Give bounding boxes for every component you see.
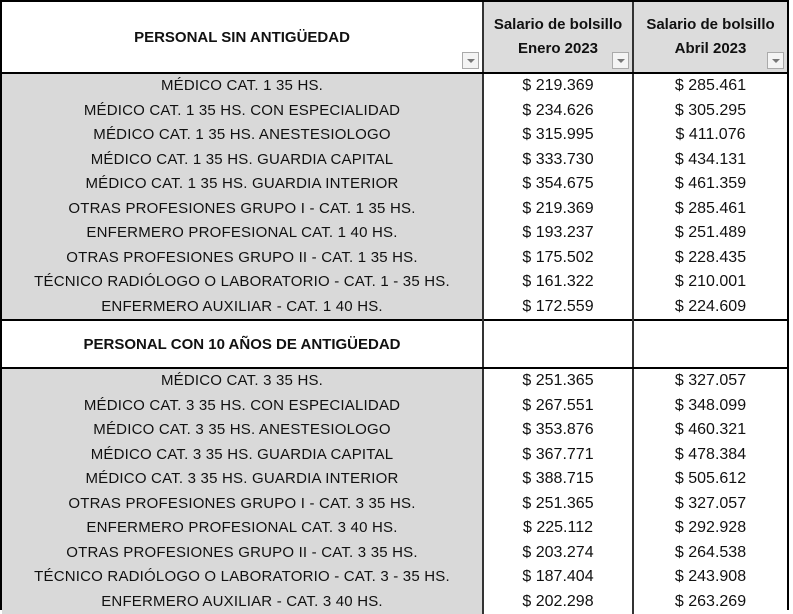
salary-abril[interactable]: $ 263.269: [633, 590, 787, 614]
position-label[interactable]: ENFERMERO PROFESIONAL CAT. 1 40 HS.: [2, 221, 483, 246]
salary-enero[interactable]: $ 161.322: [483, 270, 633, 295]
position-label[interactable]: ENFERMERO AUXILIAR - CAT. 1 40 HS.: [2, 295, 483, 321]
header-enero-2023: [483, 2, 633, 73]
salary-abril[interactable]: $ 285.461: [633, 73, 787, 99]
filter-dropdown-icon[interactable]: [612, 52, 629, 69]
salary-enero[interactable]: $ 251.365: [483, 492, 633, 517]
salary-abril[interactable]: $ 505.612: [633, 467, 787, 492]
position-label[interactable]: OTRAS PROFESIONES GRUPO I - CAT. 1 35 HS.: [2, 197, 483, 222]
position-label[interactable]: MÉDICO CAT. 3 35 HS. ANESTESIOLOGO: [2, 418, 483, 443]
table-row: [2, 565, 787, 590]
salary-enero[interactable]: $ 219.369: [483, 73, 633, 99]
empty-cell[interactable]: [633, 320, 787, 368]
header-label: Enero 2023: [484, 37, 632, 61]
table-row: [2, 368, 787, 394]
salary-abril[interactable]: $ 292.928: [633, 516, 787, 541]
salary-enero[interactable]: $ 354.675: [483, 172, 633, 197]
position-label[interactable]: MÉDICO CAT. 3 35 HS. CON ESPECIALIDAD: [2, 394, 483, 419]
table-row: [2, 148, 787, 173]
position-label[interactable]: MÉDICO CAT. 1 35 HS.: [2, 73, 483, 99]
position-label[interactable]: MÉDICO CAT. 3 35 HS.: [2, 368, 483, 394]
empty-cell[interactable]: [483, 320, 633, 368]
table-row: [2, 172, 787, 197]
table-row: [2, 516, 787, 541]
salary-enero[interactable]: $ 219.369: [483, 197, 633, 222]
table-row: [2, 221, 787, 246]
salary-enero[interactable]: $ 175.502: [483, 246, 633, 271]
section-header-row: [2, 320, 787, 368]
salary-enero[interactable]: $ 315.995: [483, 123, 633, 148]
position-label[interactable]: TÉCNICO RADIÓLOGO O LABORATORIO - CAT. 3 - 35 HS.: [2, 565, 483, 590]
position-label[interactable]: OTRAS PROFESIONES GRUPO II - CAT. 1 35 HS.: [2, 246, 483, 271]
filter-dropdown-icon[interactable]: [462, 52, 479, 69]
header-label: Abril 2023: [634, 37, 787, 61]
table-row: [2, 467, 787, 492]
position-label[interactable]: MÉDICO CAT. 3 35 HS. GUARDIA CAPITAL: [2, 443, 483, 468]
header-abril-2023: [633, 2, 787, 73]
salary-abril[interactable]: $ 228.435: [633, 246, 787, 271]
salary-abril[interactable]: $ 411.076: [633, 123, 787, 148]
header-label: Salario de bolsillo: [634, 13, 787, 37]
position-label[interactable]: MÉDICO CAT. 1 35 HS. GUARDIA CAPITAL: [2, 148, 483, 173]
table-row: [2, 394, 787, 419]
position-label[interactable]: TÉCNICO RADIÓLOGO O LABORATORIO - CAT. 1 - 35 HS.: [2, 270, 483, 295]
salary-abril[interactable]: $ 327.057: [633, 492, 787, 517]
salary-abril[interactable]: $ 251.489: [633, 221, 787, 246]
salary-abril[interactable]: $ 478.384: [633, 443, 787, 468]
salary-enero[interactable]: $ 187.404: [483, 565, 633, 590]
table-row: [2, 590, 787, 614]
salary-abril[interactable]: $ 305.295: [633, 99, 787, 124]
salary-enero[interactable]: $ 202.298: [483, 590, 633, 614]
position-label[interactable]: ENFERMERO PROFESIONAL CAT. 3 40 HS.: [2, 516, 483, 541]
header-label: Salario de bolsillo: [484, 13, 632, 37]
salary-enero[interactable]: $ 234.626: [483, 99, 633, 124]
salary-enero[interactable]: $ 172.559: [483, 295, 633, 321]
salary-abril[interactable]: $ 461.359: [633, 172, 787, 197]
salary-abril[interactable]: $ 264.538: [633, 541, 787, 566]
salary-abril[interactable]: $ 285.461: [633, 197, 787, 222]
salary-abril[interactable]: $ 243.908: [633, 565, 787, 590]
table-row: [2, 246, 787, 271]
position-label[interactable]: MÉDICO CAT. 1 35 HS. ANESTESIOLOGO: [2, 123, 483, 148]
salary-abril[interactable]: $ 327.057: [633, 368, 787, 394]
salary-enero[interactable]: $ 353.876: [483, 418, 633, 443]
salary-abril[interactable]: $ 210.001: [633, 270, 787, 295]
table-row: [2, 443, 787, 468]
salary-abril[interactable]: $ 224.609: [633, 295, 787, 321]
position-label[interactable]: MÉDICO CAT. 3 35 HS. GUARDIA INTERIOR: [2, 467, 483, 492]
header-label: PERSONAL SIN ANTIGÜEDAD: [134, 29, 350, 46]
position-label[interactable]: ENFERMERO AUXILIAR - CAT. 3 40 HS.: [2, 590, 483, 614]
salary-abril[interactable]: $ 460.321: [633, 418, 787, 443]
salary-enero[interactable]: $ 333.730: [483, 148, 633, 173]
table-row: [2, 418, 787, 443]
position-label[interactable]: OTRAS PROFESIONES GRUPO I - CAT. 3 35 HS.: [2, 492, 483, 517]
table-row: [2, 492, 787, 517]
filter-dropdown-icon[interactable]: [767, 52, 784, 69]
salary-enero[interactable]: $ 267.551: [483, 394, 633, 419]
salary-enero[interactable]: $ 203.274: [483, 541, 633, 566]
table-row: [2, 73, 787, 99]
header-personal-sin-antiguedad: [2, 2, 483, 73]
salary-enero[interactable]: $ 193.237: [483, 221, 633, 246]
section-title[interactable]: PERSONAL CON 10 AÑOS DE ANTIGÜEDAD: [2, 320, 483, 368]
salary-enero[interactable]: $ 388.715: [483, 467, 633, 492]
position-label[interactable]: MÉDICO CAT. 1 35 HS. CON ESPECIALIDAD: [2, 99, 483, 124]
salary-enero[interactable]: $ 367.771: [483, 443, 633, 468]
salary-abril[interactable]: $ 434.131: [633, 148, 787, 173]
salary-enero[interactable]: $ 225.112: [483, 516, 633, 541]
table-row: [2, 99, 787, 124]
position-label[interactable]: MÉDICO CAT. 1 35 HS. GUARDIA INTERIOR: [2, 172, 483, 197]
table-row: [2, 295, 787, 321]
header-row: [2, 2, 787, 73]
table-row: [2, 270, 787, 295]
table-row: [2, 123, 787, 148]
table-row: [2, 541, 787, 566]
position-label[interactable]: OTRAS PROFESIONES GRUPO II - CAT. 3 35 HS.: [2, 541, 483, 566]
salary-enero[interactable]: $ 251.365: [483, 368, 633, 394]
table-row: [2, 197, 787, 222]
salary-abril[interactable]: $ 348.099: [633, 394, 787, 419]
